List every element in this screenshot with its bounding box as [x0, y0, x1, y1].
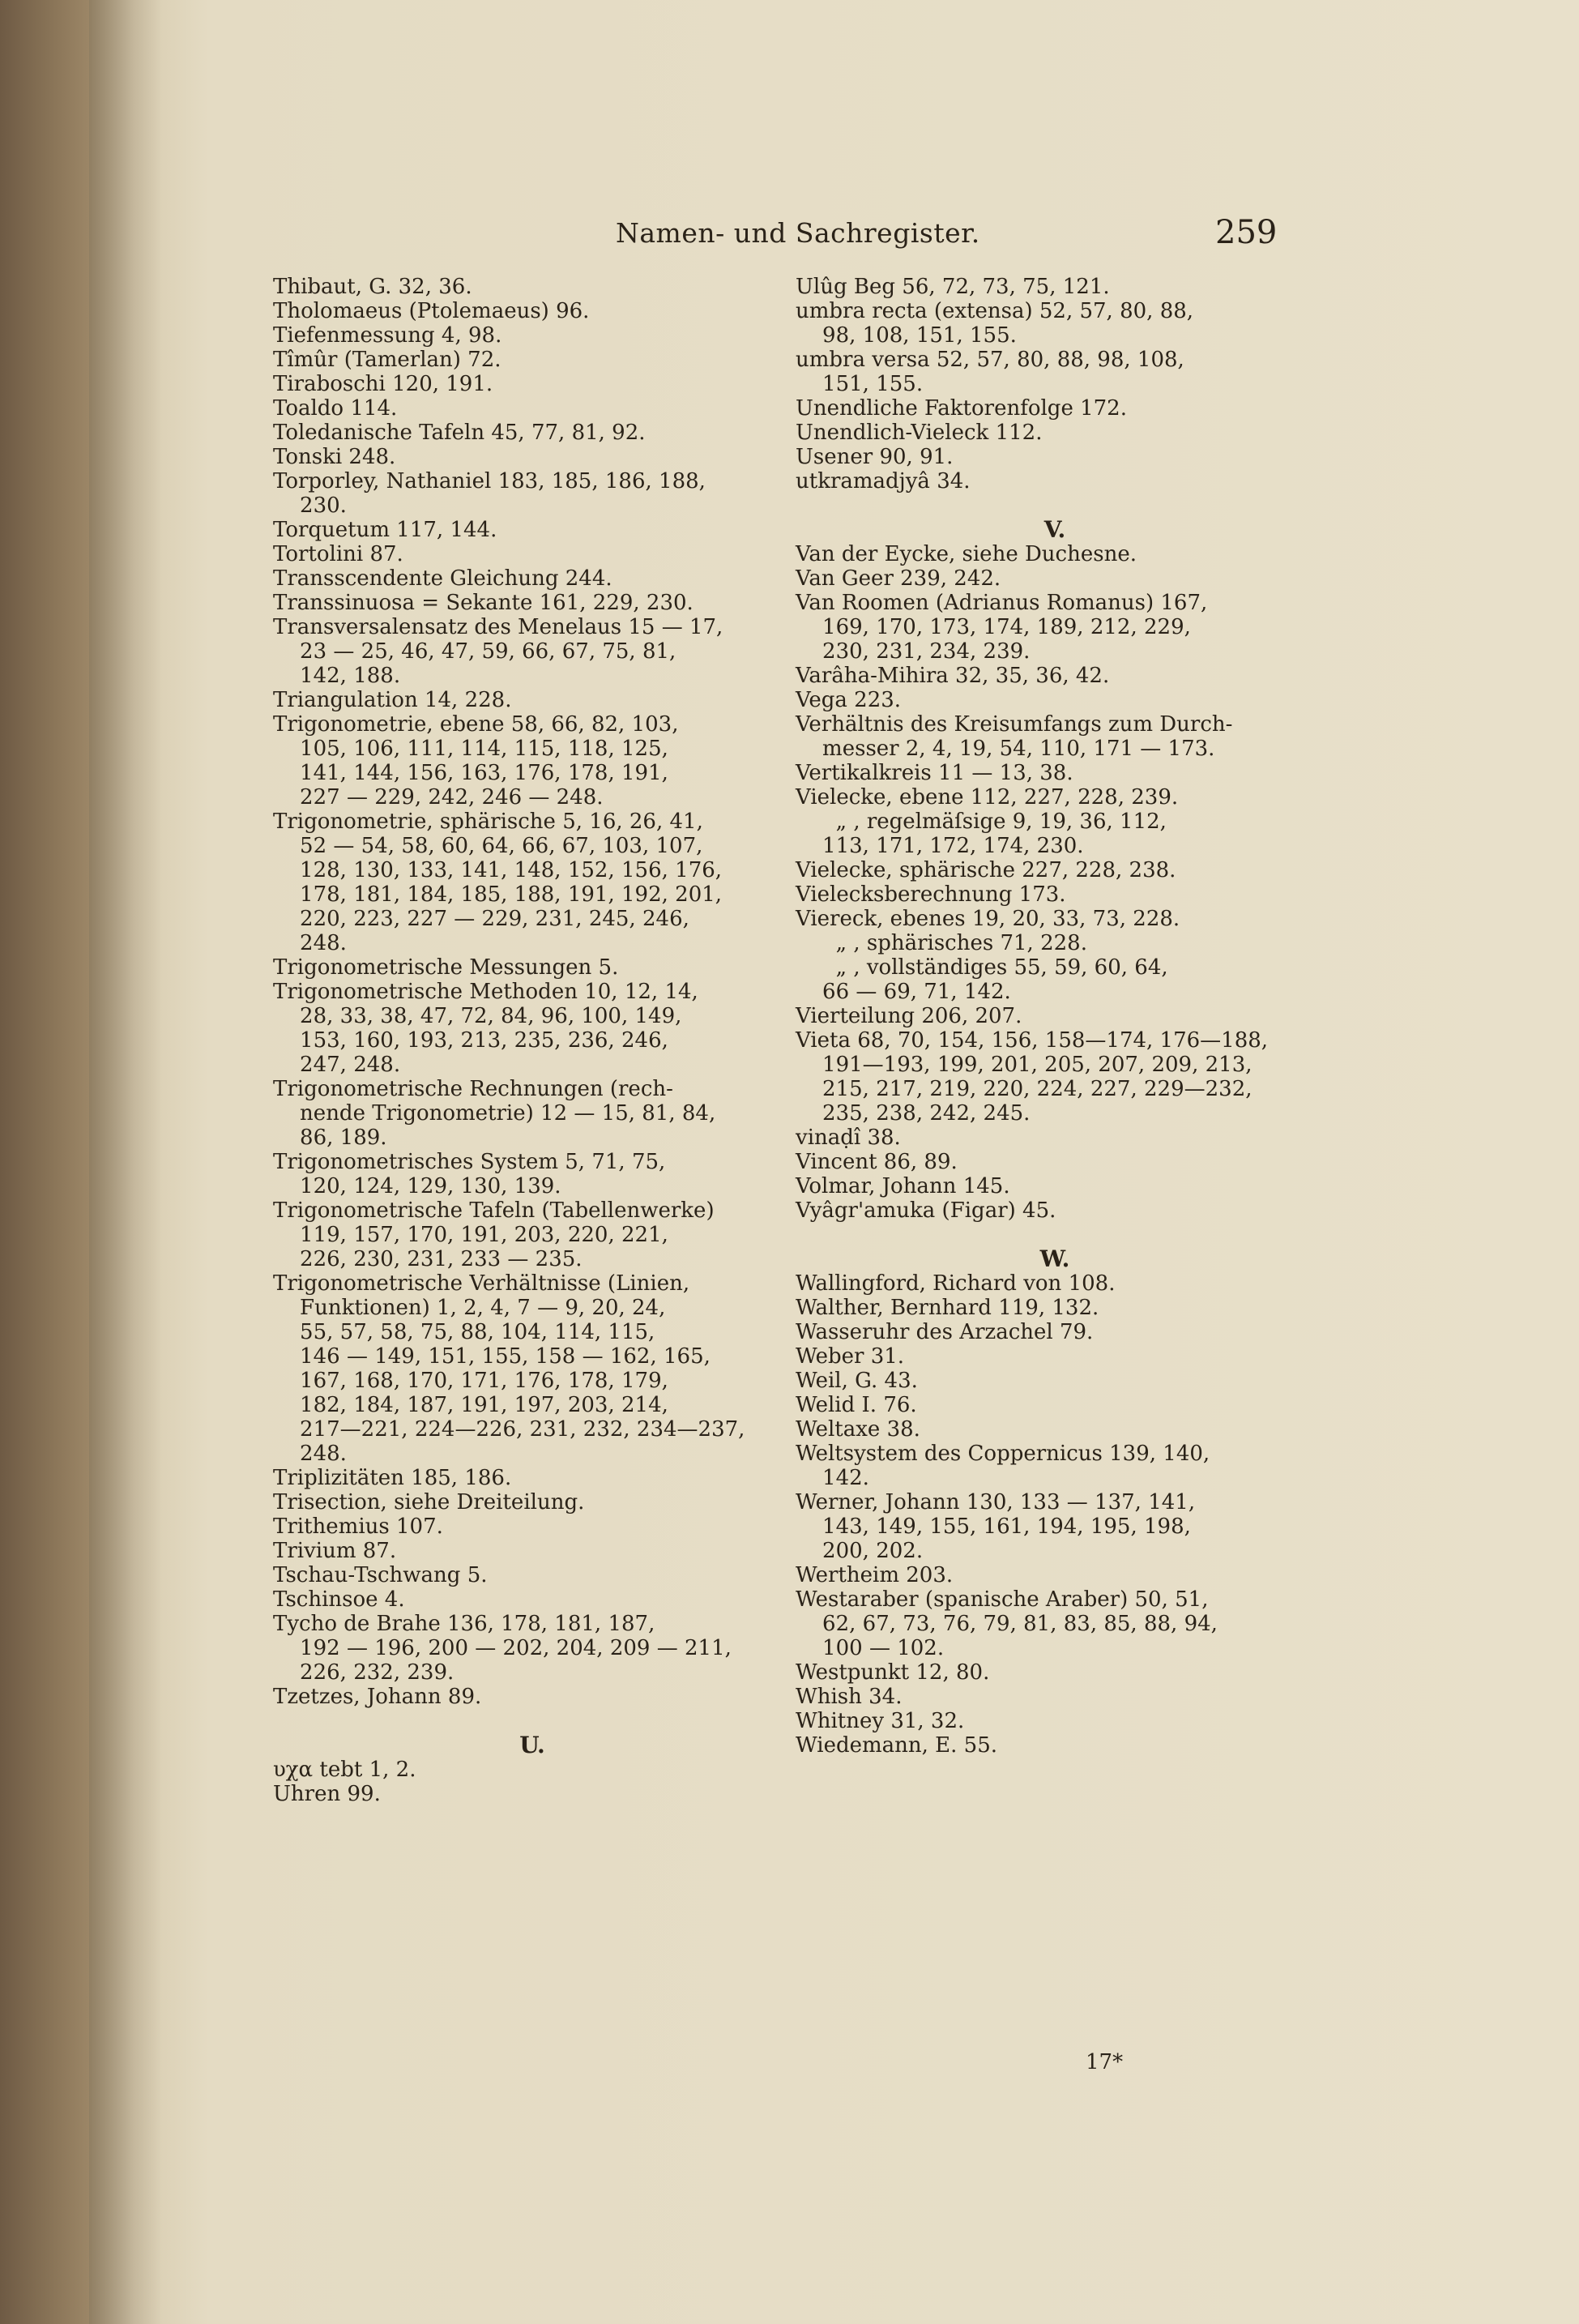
- index-entry-line: 227 — 229, 242, 246 — 248.: [273, 785, 604, 810]
- index-entry-line: Trigonometrische Tafeln (Tabellenwerke): [273, 1198, 715, 1223]
- index-entry-line: Toaldo 114.: [273, 396, 398, 421]
- index-entry-line: 191—193, 199, 201, 205, 207, 209, 213,: [796, 1053, 1253, 1077]
- index-entry-line: 128, 130, 133, 141, 148, 152, 156, 176,: [273, 858, 723, 882]
- index-entry-line: Weber 31.: [796, 1344, 905, 1369]
- index-entry-line: Transversalensatz des Menelaus 15 — 17,: [273, 615, 723, 639]
- index-entry-line: Unendlich-Vieleck 112.: [796, 421, 1043, 445]
- index-entry-line: Welid I. 76.: [796, 1393, 917, 1417]
- index-entry-line: Thibaut, G. 32, 36.: [273, 275, 472, 299]
- index-entry-line: Triangulation 14, 228.: [273, 688, 512, 712]
- index-entry-line: 217—221, 224—226, 231, 232, 234—237,: [273, 1417, 745, 1442]
- index-entry-line: 105, 106, 111, 114, 115, 118, 125,: [273, 737, 668, 761]
- index-entry-line: Werner, Johann 130, 133 — 137, 141,: [796, 1490, 1196, 1514]
- index-entry-line: 146 — 149, 151, 155, 158 — 162, 165,: [273, 1344, 711, 1369]
- index-entry-line: 248.: [273, 1442, 347, 1466]
- index-entry-line: Whitney 31, 32.: [796, 1709, 965, 1733]
- index-entry-line: Trigonometrische Verhältnisse (Linien,: [273, 1271, 690, 1296]
- index-entry-line: 28, 33, 38, 47, 72, 84, 96, 100, 149,: [273, 1004, 682, 1028]
- index-entry-line: Funktionen) 1, 2, 4, 7 — 9, 20, 24,: [273, 1296, 666, 1320]
- index-entry-line: 98, 108, 151, 155.: [796, 323, 1017, 348]
- index-entry-line: 142, 188.: [273, 664, 401, 688]
- index-section-letter: W.: [1039, 1245, 1070, 1272]
- index-entry-line: 230.: [273, 493, 347, 518]
- index-entry-line: Triplizitäten 185, 186.: [273, 1466, 512, 1490]
- index-entry-line: 52 — 54, 58, 60, 64, 66, 67, 103, 107,: [273, 834, 703, 858]
- index-entry-line: 167, 168, 170, 171, 176, 178, 179,: [273, 1369, 668, 1393]
- index-entry-line: Trigonometrie, sphärische 5, 16, 26, 41,: [273, 810, 703, 834]
- index-entry-line: Wiedemann, E. 55.: [796, 1733, 998, 1758]
- index-entry-line: Weltsystem des Coppernicus 139, 140,: [796, 1442, 1210, 1466]
- index-entry-line: 151, 155.: [796, 372, 924, 396]
- index-entry-line: Trivium 87.: [273, 1539, 397, 1563]
- index-entry-line: Varâha-Mihira 32, 35, 36, 42.: [796, 664, 1110, 688]
- index-entry-line: 247, 248.: [273, 1053, 401, 1077]
- index-entry-line: Van der Eycke, siehe Duchesne.: [796, 542, 1137, 566]
- index-entry-line: [796, 1223, 1298, 1247]
- index-entry-line: umbra recta (extensa) 52, 57, 80, 88,: [796, 299, 1194, 323]
- index-entry-line: vinaḍî 38.: [796, 1126, 901, 1150]
- index-entry-line: Vielecke, sphärische 227, 228, 238.: [796, 858, 1176, 882]
- page-number: 259: [1215, 214, 1278, 251]
- index-entry-line: 142.: [796, 1466, 869, 1490]
- index-entry-line: Vieta 68, 70, 154, 156, 158—174, 176—188,: [796, 1028, 1269, 1053]
- index-column-left: [273, 275, 775, 1806]
- index-entry-line: Whish 34.: [796, 1685, 903, 1709]
- index-entry-line: Unendliche Faktorenfolge 172.: [796, 396, 1127, 421]
- index-entry-line: Tschau-Tschwang 5.: [273, 1563, 488, 1587]
- index-entry-line: Usener 90, 91.: [796, 445, 954, 469]
- index-entry-line: 235, 238, 242, 245.: [796, 1101, 1031, 1126]
- index-entry-line: Westpunkt 12, 80.: [796, 1660, 990, 1685]
- index-entry-line: 113, 171, 172, 174, 230.: [796, 834, 1084, 858]
- index-entry-line: „ , vollständiges 55, 59, 60, 64,: [796, 955, 1168, 980]
- index-entry-line: Transsinuosa = Sekante 161, 229, 230.: [273, 591, 693, 615]
- index-entry-line: „ , sphärisches 71, 228.: [796, 931, 1087, 955]
- index-entry-line: Trigonometrische Messungen 5.: [273, 955, 619, 980]
- index-entry-line: Wallingford, Richard von 108.: [796, 1271, 1116, 1296]
- index-entry-line: 23 — 25, 46, 47, 59, 66, 67, 75, 81,: [273, 639, 676, 664]
- index-entry-line: Tiraboschi 120, 191.: [273, 372, 493, 396]
- index-entry-line: Vielecksberechnung 173.: [796, 882, 1066, 907]
- index-entry-line: 220, 223, 227 — 229, 231, 245, 246,: [273, 907, 689, 931]
- index-entry-line: 100 — 102.: [796, 1636, 945, 1660]
- index-entry-line: Wertheim 203.: [796, 1563, 954, 1587]
- index-entry-line: Uhren 99.: [273, 1782, 381, 1806]
- index-entry-line: 66 — 69, 71, 142.: [796, 980, 1011, 1004]
- index-entry-line: Torporley, Nathaniel 183, 185, 186, 188,: [273, 469, 706, 493]
- index-entry-line: Torquetum 117, 144.: [273, 518, 497, 542]
- index-entry-line: Transscendente Gleichung 244.: [273, 566, 612, 591]
- index-entry-line: Tonski 248.: [273, 445, 396, 469]
- index-entry-line: Viereck, ebenes 19, 20, 33, 73, 228.: [796, 907, 1180, 931]
- index-entry-line: nende Trigonometrie) 12 — 15, 81, 84,: [273, 1101, 716, 1126]
- book-spine: [0, 0, 97, 2324]
- index-entry-line: Tzetzes, Johann 89.: [273, 1685, 482, 1709]
- index-entry-line: 248.: [273, 931, 347, 955]
- index-entry-line: Vyâgr'amuka (Figar) 45.: [796, 1198, 1056, 1223]
- index-entry-line: 55, 57, 58, 75, 88, 104, 114, 115,: [273, 1320, 655, 1344]
- index-entry-line: 62, 67, 73, 76, 79, 81, 83, 85, 88, 94,: [796, 1612, 1218, 1636]
- index-entry-line: 192 — 196, 200 — 202, 204, 209 — 211,: [273, 1636, 732, 1660]
- index-entry-line: Tycho de Brahe 136, 178, 181, 187,: [273, 1612, 655, 1636]
- index-entry-line: 226, 232, 239.: [273, 1660, 454, 1685]
- index-entry-line: Walther, Bernhard 119, 132.: [796, 1296, 1099, 1320]
- index-entry-line: 215, 217, 219, 220, 224, 227, 229—232,: [796, 1077, 1253, 1101]
- index-section-letter: U.: [519, 1732, 545, 1758]
- index-entry-line: Tîmûr (Tamerlan) 72.: [273, 348, 501, 372]
- index-entry-line: Tholomaeus (Ptolemaeus) 96.: [273, 299, 590, 323]
- index-entry-line: Vielecke, ebene 112, 227, 228, 239.: [796, 785, 1179, 810]
- index-entry-line: Wasseruhr des Arzachel 79.: [796, 1320, 1094, 1344]
- gutter-shadow: [89, 0, 162, 2324]
- index-entry-line: messer 2, 4, 19, 54, 110, 171 — 173.: [796, 737, 1215, 761]
- index-entry-line: Vierteilung 206, 207.: [796, 1004, 1022, 1028]
- printer-signature-mark: 17*: [1086, 2050, 1124, 2074]
- index-entry-line: Volmar, Johann 145.: [796, 1174, 1010, 1198]
- index-column-right: [796, 275, 1298, 1758]
- running-header: Namen- und Sachregister.: [616, 217, 980, 249]
- index-entry-line: Vertikalkreis 11 — 13, 38.: [796, 761, 1073, 785]
- index-entry-line: umbra versa 52, 57, 80, 88, 98, 108,: [796, 348, 1184, 372]
- index-section-letter: V.: [1043, 516, 1066, 543]
- index-entry-line: Westaraber (spanische Araber) 50, 51,: [796, 1587, 1209, 1612]
- index-entry-line: 230, 231, 234, 239.: [796, 639, 1031, 664]
- index-entry-line: [796, 493, 1298, 518]
- index-entry-line: Tschinsoe 4.: [273, 1587, 405, 1612]
- index-entry-line: 226, 230, 231, 233 — 235.: [273, 1247, 583, 1271]
- index-entry-line: Trisection, siehe Dreiteilung.: [273, 1490, 585, 1514]
- index-entry-line: Weil, G. 43.: [796, 1369, 918, 1393]
- index-entry-line: 182, 184, 187, 191, 197, 203, 214,: [273, 1393, 668, 1417]
- index-entry-line: Ulûg Beg 56, 72, 73, 75, 121.: [796, 275, 1110, 299]
- index-entry-line: Van Roomen (Adrianus Romanus) 167,: [796, 591, 1208, 615]
- index-entry-line: Vega 223.: [796, 688, 902, 712]
- index-entry-line: Trithemius 107.: [273, 1514, 443, 1539]
- index-entry-line: 120, 124, 129, 130, 139.: [273, 1174, 561, 1198]
- index-entry-line: 86, 189.: [273, 1126, 387, 1150]
- index-entry-line: utkramadjyâ 34.: [796, 469, 971, 493]
- index-entry-line: 119, 157, 170, 191, 203, 220, 221,: [273, 1223, 668, 1247]
- index-entry-line: Tiefenmessung 4, 98.: [273, 323, 502, 348]
- index-entry-line: υχα tebt 1, 2.: [273, 1758, 416, 1782]
- index-entry-line: Trigonometrie, ebene 58, 66, 82, 103,: [273, 712, 679, 737]
- index-entry-line: „ , regelmäſsige 9, 19, 36, 112,: [796, 810, 1167, 834]
- index-entry-line: 153, 160, 193, 213, 235, 236, 246,: [273, 1028, 668, 1053]
- index-entry-line: Tortolini 87.: [273, 542, 403, 566]
- index-entry-line: [273, 1709, 775, 1733]
- index-entry-line: 169, 170, 173, 174, 189, 212, 229,: [796, 615, 1191, 639]
- index-entry-line: Trigonometrisches System 5, 71, 75,: [273, 1150, 666, 1174]
- index-entry-line: Weltaxe 38.: [796, 1417, 920, 1442]
- index-entry-line: 141, 144, 156, 163, 176, 178, 191,: [273, 761, 668, 785]
- index-entry-line: Verhältnis des Kreisumfangs zum Durch-: [796, 712, 1233, 737]
- index-entry-line: Toledanische Tafeln 45, 77, 81, 92.: [273, 421, 646, 445]
- index-entry-line: 178, 181, 184, 185, 188, 191, 192, 201,: [273, 882, 723, 907]
- index-entry-line: 200, 202.: [796, 1539, 924, 1563]
- index-entry-line: Van Geer 239, 242.: [796, 566, 1001, 591]
- index-entry-line: Vincent 86, 89.: [796, 1150, 958, 1174]
- index-entry-line: Trigonometrische Methoden 10, 12, 14,: [273, 980, 698, 1004]
- index-entry-line: 143, 149, 155, 161, 194, 195, 198,: [796, 1514, 1191, 1539]
- index-entry-line: Trigonometrische Rechnungen (rech-: [273, 1077, 673, 1101]
